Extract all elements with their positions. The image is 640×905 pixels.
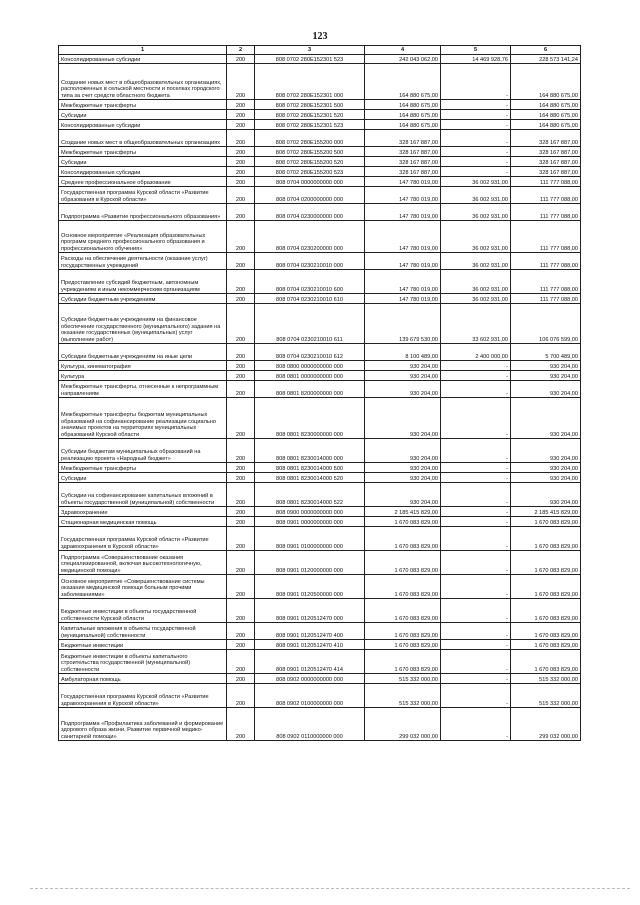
row-remaining-amount: 111 777 088,00 <box>511 221 581 253</box>
row-code: 200 <box>227 177 255 187</box>
table-row <box>59 381 581 398</box>
table-row <box>59 551 581 575</box>
row-remaining-amount: 164 880 675,00 <box>511 100 581 110</box>
table-header-row <box>59 46 581 55</box>
row-executed-amount: - <box>441 507 511 517</box>
row-name: Капитальные вложения в объекты государственной (муниципальной) собственности <box>59 623 227 640</box>
table-row <box>59 463 581 473</box>
row-classification: 808 0702 280Е152301 523 <box>255 55 365 64</box>
row-executed-amount: - <box>441 64 511 100</box>
row-remaining-amount: 930 204,00 <box>511 371 581 381</box>
row-executed-amount: 14 469 928,76 <box>441 55 511 64</box>
row-code: 200 <box>227 623 255 640</box>
row-classification: 808 0801 8230014000 522 <box>255 483 365 507</box>
row-classification: 808 0901 0000000000 000 <box>255 517 365 527</box>
row-approved-amount: 147 780 019,00 <box>365 177 441 187</box>
row-classification: 808 0704 0230210010 610 <box>255 294 365 304</box>
row-code: 200 <box>227 575 255 599</box>
row-executed-amount: - <box>441 527 511 551</box>
row-executed-amount: 36 002 931,00 <box>441 187 511 204</box>
row-classification: 808 0801 8230014000 000 <box>255 439 365 463</box>
row-classification: 808 0902 0000000000 000 <box>255 674 365 684</box>
row-code: 200 <box>227 551 255 575</box>
row-remaining-amount: 111 777 088,00 <box>511 187 581 204</box>
row-name: Субсидии <box>59 157 227 167</box>
row-classification: 808 0801 8230014000 500 <box>255 463 365 473</box>
row-code: 200 <box>227 371 255 381</box>
table-row <box>59 708 581 741</box>
col-header-5: 5 <box>441 46 511 55</box>
row-remaining-amount: 1 670 083 829,00 <box>511 517 581 527</box>
row-code: 200 <box>227 463 255 473</box>
table-row <box>59 110 581 120</box>
row-approved-amount: 1 670 083 829,00 <box>365 640 441 650</box>
row-remaining-amount: 1 670 083 829,00 <box>511 527 581 551</box>
row-name: Межбюджетные трансферты <box>59 463 227 473</box>
row-code: 200 <box>227 187 255 204</box>
row-code: 200 <box>227 221 255 253</box>
row-name: Консолидированные субсидии <box>59 55 227 64</box>
row-executed-amount: 36 002 931,00 <box>441 294 511 304</box>
row-code: 200 <box>227 640 255 650</box>
row-executed-amount: 36 002 931,00 <box>441 270 511 294</box>
row-approved-amount: 930 204,00 <box>365 439 441 463</box>
row-approved-amount: 164 880 675,00 <box>365 110 441 120</box>
row-classification: 808 0704 0230200000 000 <box>255 221 365 253</box>
row-name: Культура, кинематография <box>59 361 227 371</box>
row-classification: 808 0702 280Е155200 000 <box>255 130 365 147</box>
row-code: 200 <box>227 294 255 304</box>
table-row <box>59 344 581 361</box>
row-remaining-amount: 328 167 887,00 <box>511 130 581 147</box>
row-remaining-amount: 930 204,00 <box>511 473 581 483</box>
row-remaining-amount: 164 880 675,00 <box>511 64 581 100</box>
row-executed-amount: - <box>441 551 511 575</box>
row-code: 200 <box>227 100 255 110</box>
table-row <box>59 130 581 147</box>
row-executed-amount: - <box>441 684 511 708</box>
row-approved-amount: 147 780 019,00 <box>365 221 441 253</box>
row-executed-amount: - <box>441 167 511 177</box>
table-row <box>59 64 581 100</box>
row-classification: 808 0901 0120512470 400 <box>255 623 365 640</box>
row-executed-amount: - <box>441 599 511 623</box>
row-name: Субсидии <box>59 110 227 120</box>
table-row <box>59 517 581 527</box>
row-remaining-amount: 164 880 675,00 <box>511 110 581 120</box>
row-name: Подпрограмма «Развитие профессионального образования» <box>59 204 227 221</box>
row-name: Субсидии бюджетным учреждениям на иные цели <box>59 344 227 361</box>
row-name: Субсидии <box>59 473 227 483</box>
row-classification: 808 0702 280Е152301 500 <box>255 100 365 110</box>
row-executed-amount: 36 002 931,00 <box>441 204 511 221</box>
row-classification: 808 0801 8200000000 000 <box>255 381 365 398</box>
row-name: Межбюджетные трансферты, отнесенные к непрограммным направлениям <box>59 381 227 398</box>
row-approved-amount: 164 880 675,00 <box>365 100 441 110</box>
row-executed-amount: - <box>441 473 511 483</box>
row-code: 200 <box>227 483 255 507</box>
table-row <box>59 623 581 640</box>
row-approved-amount: 147 780 019,00 <box>365 187 441 204</box>
row-name: Государственная программа Курской области «Развитие образования в Курской области» <box>59 187 227 204</box>
row-approved-amount: 328 167 887,00 <box>365 167 441 177</box>
row-remaining-amount: 228 573 141,24 <box>511 55 581 64</box>
row-remaining-amount: 328 167 887,00 <box>511 157 581 167</box>
row-name: Среднее профессиональное образование <box>59 177 227 187</box>
table-row <box>59 361 581 371</box>
row-approved-amount: 147 780 019,00 <box>365 270 441 294</box>
row-executed-amount: - <box>441 398 511 439</box>
row-executed-amount: - <box>441 361 511 371</box>
row-code: 200 <box>227 398 255 439</box>
row-code: 200 <box>227 473 255 483</box>
row-approved-amount: 2 185 415 829,00 <box>365 507 441 517</box>
bottom-divider <box>30 888 630 889</box>
row-remaining-amount: 930 204,00 <box>511 398 581 439</box>
row-classification: 808 0704 0200000000 000 <box>255 187 365 204</box>
table-row <box>59 221 581 253</box>
row-executed-amount: - <box>441 640 511 650</box>
row-remaining-amount: 2 185 415 829,00 <box>511 507 581 517</box>
row-classification: 808 0801 8230000000 000 <box>255 398 365 439</box>
row-approved-amount: 328 167 887,00 <box>365 157 441 167</box>
row-remaining-amount: 299 032 000,00 <box>511 708 581 741</box>
row-name: Бюджетные инвестиции <box>59 640 227 650</box>
row-executed-amount: - <box>441 110 511 120</box>
row-approved-amount: 515 332 000,00 <box>365 684 441 708</box>
row-classification: 808 0800 0000000000 000 <box>255 361 365 371</box>
row-executed-amount: - <box>441 575 511 599</box>
row-code: 200 <box>227 381 255 398</box>
row-executed-amount: - <box>441 439 511 463</box>
row-classification: 808 0902 0100000000 000 <box>255 684 365 708</box>
row-approved-amount: 139 679 530,00 <box>365 304 441 344</box>
row-remaining-amount: 111 777 088,00 <box>511 177 581 187</box>
table-row <box>59 674 581 684</box>
row-executed-amount: - <box>441 147 511 157</box>
row-remaining-amount: 111 777 088,00 <box>511 253 581 270</box>
table-row <box>59 483 581 507</box>
col-header-1: 1 <box>59 46 227 55</box>
row-approved-amount: 930 204,00 <box>365 361 441 371</box>
row-code: 200 <box>227 684 255 708</box>
row-remaining-amount: 328 167 887,00 <box>511 167 581 177</box>
row-approved-amount: 1 670 083 829,00 <box>365 650 441 674</box>
row-classification: 808 0901 0120500000 000 <box>255 575 365 599</box>
row-classification: 808 0801 8230014000 520 <box>255 473 365 483</box>
row-remaining-amount: 515 332 000,00 <box>511 684 581 708</box>
row-approved-amount: 147 780 019,00 <box>365 204 441 221</box>
row-executed-amount: 2 400 000,00 <box>441 344 511 361</box>
col-header-4: 4 <box>365 46 441 55</box>
row-approved-amount: 164 880 675,00 <box>365 64 441 100</box>
row-remaining-amount: 930 204,00 <box>511 439 581 463</box>
row-name: Предоставление субсидий бюджетным, автономным учреждениям и иным некоммерческим организациям <box>59 270 227 294</box>
row-code: 200 <box>227 527 255 551</box>
row-remaining-amount: 106 076 599,00 <box>511 304 581 344</box>
row-name: Субсидии бюджетам муниципальных образований на реализацию проекта «Народный бюджет» <box>59 439 227 463</box>
row-remaining-amount: 1 670 083 829,00 <box>511 650 581 674</box>
row-executed-amount: - <box>441 463 511 473</box>
row-approved-amount: 328 167 887,00 <box>365 130 441 147</box>
row-name: Амбулаторная помощь <box>59 674 227 684</box>
row-name: Межбюджетные трансферты <box>59 147 227 157</box>
table-row <box>59 55 581 64</box>
row-code: 200 <box>227 361 255 371</box>
row-classification: 808 0901 0100000000 000 <box>255 527 365 551</box>
row-code: 200 <box>227 130 255 147</box>
row-name: Создание новых мест в общеобразовательных организациях <box>59 130 227 147</box>
row-remaining-amount: 111 777 088,00 <box>511 294 581 304</box>
row-name: Консолидированные субсидии <box>59 167 227 177</box>
table-row <box>59 304 581 344</box>
table-row <box>59 527 581 551</box>
row-remaining-amount: 1 670 083 829,00 <box>511 640 581 650</box>
row-code: 200 <box>227 304 255 344</box>
row-approved-amount: 1 670 083 829,00 <box>365 527 441 551</box>
row-classification: 808 0901 0120512470 410 <box>255 640 365 650</box>
row-name: Государственная программа Курской области «Развитие здравоохранения в Курской области» <box>59 527 227 551</box>
row-approved-amount: 930 204,00 <box>365 473 441 483</box>
table-row <box>59 371 581 381</box>
row-remaining-amount: 1 670 083 829,00 <box>511 551 581 575</box>
table-row <box>59 147 581 157</box>
row-name: Бюджетные инвестиции в объекты капитального строительства государственной (муниципальной) собственности <box>59 650 227 674</box>
row-remaining-amount: 1 670 083 829,00 <box>511 599 581 623</box>
table-row <box>59 439 581 463</box>
row-classification: 808 0702 280Е152301 000 <box>255 64 365 100</box>
row-remaining-amount: 328 167 887,00 <box>511 147 581 157</box>
row-name: Здравоохранение <box>59 507 227 517</box>
row-classification: 808 0704 0230210010 612 <box>255 344 365 361</box>
table-row <box>59 507 581 517</box>
row-executed-amount: - <box>441 371 511 381</box>
row-approved-amount: 1 670 083 829,00 <box>365 623 441 640</box>
row-executed-amount: - <box>441 130 511 147</box>
row-approved-amount: 147 780 019,00 <box>365 253 441 270</box>
row-classification: 808 0704 0230210010 611 <box>255 304 365 344</box>
row-code: 200 <box>227 253 255 270</box>
row-executed-amount: 36 002 931,00 <box>441 177 511 187</box>
row-code: 200 <box>227 147 255 157</box>
row-classification: 808 0702 280Е152301 523 <box>255 120 365 130</box>
row-code: 200 <box>227 157 255 167</box>
row-code: 200 <box>227 674 255 684</box>
row-name: Подпрограмма «Совершенствование оказания специализированной, включая высокотехнологичную, медицинской помощи» <box>59 551 227 575</box>
row-classification: 808 0901 0120000000 000 <box>255 551 365 575</box>
row-remaining-amount: 930 204,00 <box>511 463 581 473</box>
row-approved-amount: 515 332 000,00 <box>365 674 441 684</box>
row-classification: 808 0704 0230210010 000 <box>255 253 365 270</box>
row-approved-amount: 930 204,00 <box>365 381 441 398</box>
row-approved-amount: 930 204,00 <box>365 483 441 507</box>
row-name: Основное мероприятие «Реализация образовательных программ среднего профессионального образования и профессионального обучения» <box>59 221 227 253</box>
table-row <box>59 253 581 270</box>
table-row <box>59 157 581 167</box>
row-classification: 808 0702 280Е152301 520 <box>255 110 365 120</box>
row-name: Культура <box>59 371 227 381</box>
row-name: Создание новых мест в общеобразовательных организациях, расположенных в сельской местности и поселках городского типа за счет средств областного бюджета <box>59 64 227 100</box>
table-row <box>59 177 581 187</box>
row-approved-amount: 1 670 083 829,00 <box>365 575 441 599</box>
row-executed-amount: - <box>441 120 511 130</box>
row-name: Межбюджетные трансферты <box>59 100 227 110</box>
row-executed-amount: 33 602 931,00 <box>441 304 511 344</box>
row-approved-amount: 1 670 083 829,00 <box>365 551 441 575</box>
row-remaining-amount: 930 204,00 <box>511 483 581 507</box>
row-executed-amount: 36 002 931,00 <box>441 253 511 270</box>
row-executed-amount: - <box>441 381 511 398</box>
row-executed-amount: - <box>441 157 511 167</box>
table-row <box>59 575 581 599</box>
row-approved-amount: 930 204,00 <box>365 398 441 439</box>
row-classification: 808 0702 280Е155200 500 <box>255 147 365 157</box>
row-executed-amount: 36 002 931,00 <box>441 221 511 253</box>
row-name: Бюджетные инвестиции в объекты государственной собственности Курской области <box>59 599 227 623</box>
row-approved-amount: 1 670 083 829,00 <box>365 517 441 527</box>
row-name: Субсидии на софинансирование капитальных вложений в объекты государственной (муниципальной) собственности <box>59 483 227 507</box>
row-name: Субсидии бюджетным учреждениям <box>59 294 227 304</box>
row-code: 200 <box>227 599 255 623</box>
row-approved-amount: 242 043 062,00 <box>365 55 441 64</box>
col-header-2: 2 <box>227 46 255 55</box>
table-row <box>59 684 581 708</box>
table-row <box>59 640 581 650</box>
row-name: Подпрограмма «Профилактика заболеваний и формирование здорового образа жизни. Развитие первичной медико-санитарной помощи» <box>59 708 227 741</box>
row-classification: 808 0900 0000000000 000 <box>255 507 365 517</box>
row-code: 200 <box>227 167 255 177</box>
row-remaining-amount: 1 670 083 829,00 <box>511 623 581 640</box>
row-approved-amount: 328 167 887,00 <box>365 147 441 157</box>
table-row <box>59 294 581 304</box>
row-approved-amount: 1 670 083 829,00 <box>365 599 441 623</box>
table-row <box>59 473 581 483</box>
row-code: 200 <box>227 650 255 674</box>
row-classification: 808 0702 280Е155200 520 <box>255 157 365 167</box>
row-classification: 808 0801 0000000000 000 <box>255 371 365 381</box>
row-executed-amount: - <box>441 674 511 684</box>
row-classification: 808 0901 0120512470 414 <box>255 650 365 674</box>
budget-table <box>58 45 581 741</box>
row-classification: 808 0902 0110000000 000 <box>255 708 365 741</box>
row-name: Стационарная медицинская помощь <box>59 517 227 527</box>
row-code: 200 <box>227 270 255 294</box>
row-remaining-amount: 930 204,00 <box>511 361 581 371</box>
row-code: 200 <box>227 55 255 64</box>
row-executed-amount: - <box>441 650 511 674</box>
row-remaining-amount: 164 880 675,00 <box>511 120 581 130</box>
row-executed-amount: - <box>441 708 511 741</box>
row-code: 200 <box>227 507 255 517</box>
row-approved-amount: 930 204,00 <box>365 463 441 473</box>
row-remaining-amount: 930 204,00 <box>511 381 581 398</box>
row-classification: 808 0901 0120512470 000 <box>255 599 365 623</box>
row-name: Субсидии бюджетным учреждениям на финансовое обеспечение государственного (муниципального) задания на оказание государственных (муниципальных) услуг (выполнение работ) <box>59 304 227 344</box>
row-remaining-amount: 1 670 083 829,00 <box>511 575 581 599</box>
row-remaining-amount: 515 332 000,00 <box>511 674 581 684</box>
row-approved-amount: 299 032 000,00 <box>365 708 441 741</box>
row-executed-amount: - <box>441 483 511 507</box>
row-executed-amount: - <box>441 517 511 527</box>
col-header-3: 3 <box>255 46 365 55</box>
row-approved-amount: 8 100 489,00 <box>365 344 441 361</box>
row-remaining-amount: 111 777 088,00 <box>511 204 581 221</box>
row-code: 200 <box>227 110 255 120</box>
row-executed-amount: - <box>441 100 511 110</box>
row-remaining-amount: 111 777 088,00 <box>511 270 581 294</box>
row-code: 200 <box>227 439 255 463</box>
table-row <box>59 100 581 110</box>
row-approved-amount: 930 204,00 <box>365 371 441 381</box>
table-row <box>59 187 581 204</box>
col-header-6: 6 <box>511 46 581 55</box>
row-classification: 808 0704 0230000000 000 <box>255 204 365 221</box>
row-code: 200 <box>227 120 255 130</box>
page-number: 123 <box>312 31 328 42</box>
row-approved-amount: 147 780 019,00 <box>365 294 441 304</box>
row-name: Консолидированные субсидии <box>59 120 227 130</box>
row-name: Государственная программа Курской области «Развитие здравоохранения в Курской области» <box>59 684 227 708</box>
table-row <box>59 398 581 439</box>
row-name: Основное мероприятие «Совершенствование системы оказания медицинской помощи больным прочими заболеваниями» <box>59 575 227 599</box>
row-approved-amount: 164 880 675,00 <box>365 120 441 130</box>
row-code: 200 <box>227 64 255 100</box>
table-row <box>59 270 581 294</box>
table-row <box>59 650 581 674</box>
row-code: 200 <box>227 344 255 361</box>
row-executed-amount: - <box>441 623 511 640</box>
table-row <box>59 204 581 221</box>
row-name: Межбюджетные трансферты бюджетам муниципальных образований на софинансирование реализации социально значимых проектов на территориях муниципальных образований Курской области <box>59 398 227 439</box>
row-code: 200 <box>227 204 255 221</box>
row-remaining-amount: 5 700 489,00 <box>511 344 581 361</box>
table-row <box>59 120 581 130</box>
row-classification: 808 0702 280Е155200 523 <box>255 167 365 177</box>
row-code: 200 <box>227 517 255 527</box>
table-row <box>59 167 581 177</box>
row-classification: 808 0704 0000000000 000 <box>255 177 365 187</box>
table-row <box>59 599 581 623</box>
row-code: 200 <box>227 708 255 741</box>
row-name: Расходы на обеспечение деятельности (оказание услуг) государственных учреждений <box>59 253 227 270</box>
row-classification: 808 0704 0230210010 600 <box>255 270 365 294</box>
